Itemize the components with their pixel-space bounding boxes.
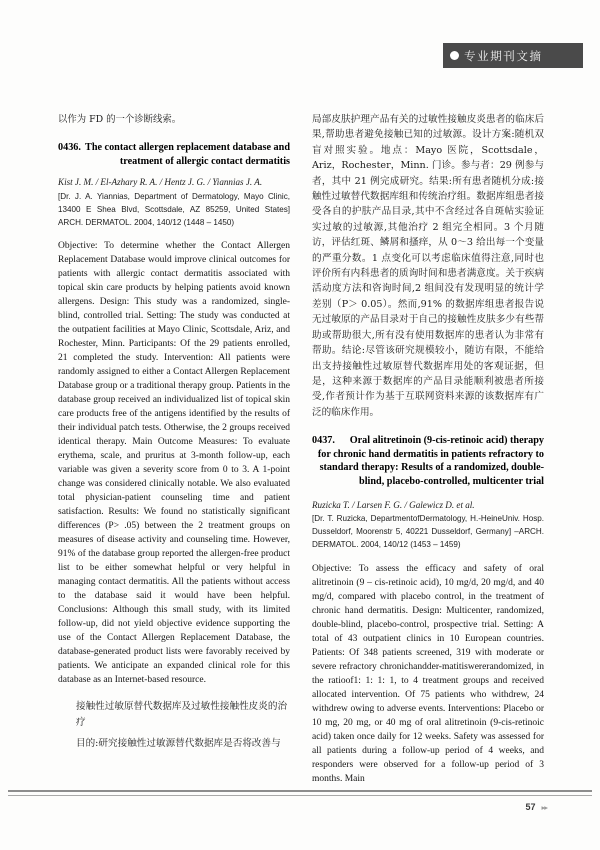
article-1-chinese-title: 接触性过敏原替代数据库及过敏性接触性皮炎的治疗 [76,701,288,728]
section-header-banner [443,43,583,68]
article-1-title-text: The contact allergen replacement database and treatment of allergic contact dermatitis [85,142,290,167]
article-1-authors: Kist J. M. / El-Azhary R. A. / Hentz J. G. / Yiannias J. A. [58,177,263,188]
article-1-chinese-abstract-continued: 局部皮肤护理产品有关的过敏性接触皮炎患者的临床后果,帮助患者避免接触已知的过敏源。设计方案:随机双盲对照实验。地点：Mayo 医院，Scottsdale，Ariz，Rochester，Minn. 门诊。参与者：29 例参与者，其中 21 例完成研究。结果:所有患者随机分成:接触性过敏替代数据库组和传统治疗组。数据库组患者接受各自的护肤产品目录,其中不含经过各自斑帖实验证实过敏的过敏源,其他治疗 2 组完全相同。3 个月随访，评估红斑、鳞屑和搔痒，从 0～3 给出每一个变量的严重分数。1 点变化可以考虑临床值得注意,同时也评价所有内科患者的质询时间和患者满意度。关于疾病活动度方法和咨询时间,2 组间没有发现明显的统计学差别（P＞ 0.05）。然而,91% 的数据库组患者报告说无过敏原的产品目录对于自己的接触性皮肤多少有些帮助或帮助很大,所有没有使用数据库的患者认为非常有帮助。结论:尽管该研究规模较小，随访有限，不能给出支持接触性过敏原替代数据库用处的客观证据，但是，这种来源于数据库的产品目录能顺利被患者所接受,作者预计作为基于互联网资料来源的该数据库有广泛的临床作用。 [312,114,544,418]
footer-meta [525,802,547,812]
footer-rule-thin [8,795,592,796]
filled-circle-icon [450,51,459,60]
article-2-abstract: Objective: To assess the efficacy and safety of oral alitretinoin (9 – cis-retinoic acid), 10 mg/d, 20 mg/d, and 40 mg/d, compared with placebo control, in the treatment of chronic hand dermatitis. Design: Multicenter, randomized, double-blind, placebo-control, prospective trial. Setting: A total of 43 outpatient clinics in 10 European countries. Patients: Of 348 patients screened, 319 with moderate or severe refractory chronichandder-matitiswererandomized, in the ratioof1: 1: 1: 1, to 4 treatment groups and received allocated intervention. Of 75 patients who withdrew, 24 withdrew owing to adverse events. Interventions: Placebo or 10 mg, 20 mg, or 40 mg of oral alitretinoin (9-cis-retinoic acid) taken once daily for 12 weeks. Safety was assessed for all patients during a follow-up period of 4 weeks, and responders were observed for a follow-up period of 3 months. Main [312,563,544,784]
right-column [312,112,544,784]
article-2-title-text: Oral alitretinoin (9-cis-retinoic acid) therapy for chronic hand dermatitis in patients refractory to standard therapy: Results of a randomized, double-blind, placebo-controlled, multicenter trial [317,435,544,487]
article-1-affiliation: [Dr. J. A. Yiannias, Department of Dermatology, Mayo Clinic, 13400 E Shea Blvd, Scottsdale, AZ 85259, United States] ARCH. DERMATOL. 2004, 140/12 (1448 – 1450) [58,191,290,228]
footer-divider [8,790,592,797]
article-2-affiliation: [Dr. T. Ruzicka, DepartmentofDermatology, H.-HeineUniv. Hosp. Dusseldorf, Moorenstr 5, 40221 Dusseldorf, Germany] –ARCH. DERMATOL. 2004, 140/12 (1453 – 1459) [312,513,544,550]
article-2-title [312,434,544,488]
banner-title: 专业期刊文摘 [464,48,543,63]
article-2-number: 0437. [312,435,335,447]
article-2-authors: Ruzicka T. / Larsen F. G. / Galewicz D. et al. [312,499,475,510]
continued-chinese-line: 以作为 FD 的一个诊断线索。 [58,114,182,125]
page-number: 57 [525,802,536,812]
article-1-title [58,141,290,168]
left-column [58,112,290,777]
article-1-abstract: Objective: To determine whether the Contact Allergen Replacement Database would improve clinical outcomes for patients with allergic contact dermatitis associated with topical skin care products by helping patients avoid known allergens. Design: This study was a randomized, single-blind, controlled trial. Setting: The study was conducted at the outpatient facilities at Mayo Clinic, Scottsdale, Ariz, and Rochester, Minn. Participants: Of the 29 patients enrolled, 21 completed the study. Intervention: All patients were randomly assigned to either a Contact Allergen Replacement Database group or a traditional therapy group. Patients in the database group received an individualized list of topical skin care products free of the antigens identified by the results of their individual patch tests. Otherwise, the 2 groups received identical therapy. Main Outcome Measures: To evaluate erythema, scale, and pruritus at 3-month follow-up, each variable was given a severity score from 0 to 3. A 1-point change was considered clinically notable. We also evaluated total physician-patient counseling time and patient satisfaction. Results: We found no statistically significant differences (P> .05) between the 2 treatment groups on measures of disease activity and counseling time. However, 91% of the database group reported the allergen-free product list to be either somewhat helpful or very helpful in managing contact dermatitis. All the patients without access to the database said it would have been helpful. Conclusions: Although this small study, with its limited follow-up, did not yield objective evidence supporting the use of the Contact Allergen Replacement Database, the database-generated product lists were favorably received by patients. We anticipate an expanded clinical role for this database as an Internet-based resource. [58,241,290,686]
double-chevron-right-icon: ▸▸ [541,803,547,812]
article-1-number: 0436. [58,142,81,154]
page-columns [58,112,544,784]
article-1-chinese-purpose: 目的:研究接触性过敏源替代数据库是否将改善与 [76,737,281,749]
footer-rule-thick [8,790,592,792]
